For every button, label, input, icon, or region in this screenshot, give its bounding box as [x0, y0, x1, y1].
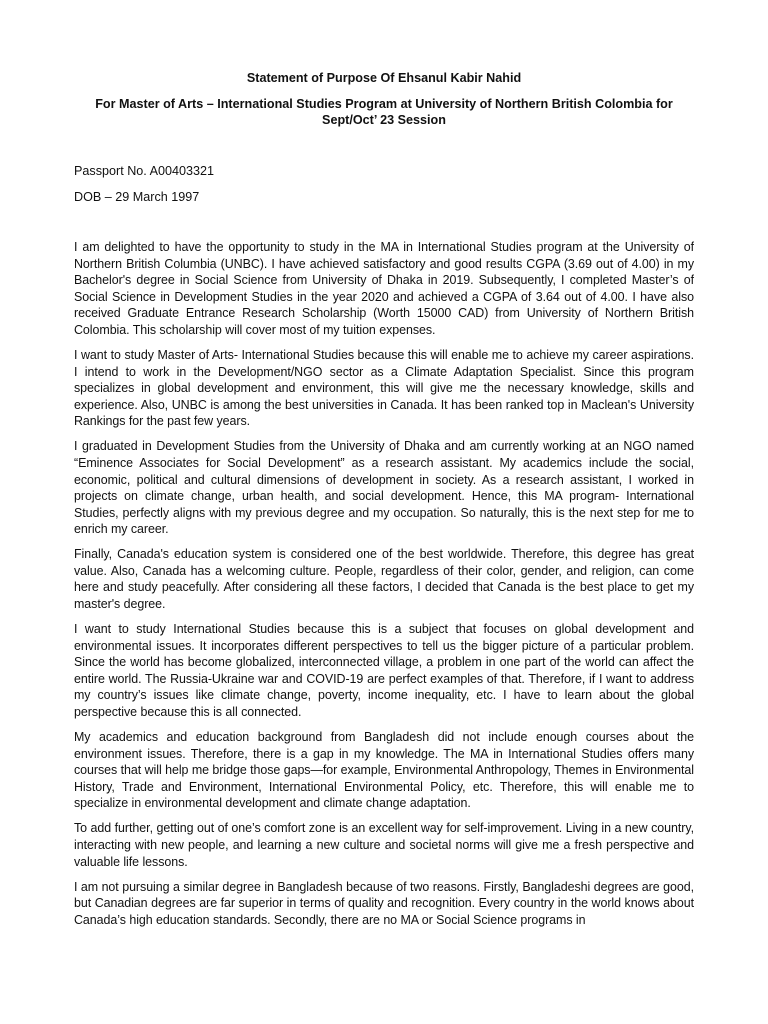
- date-of-birth: DOB – 29 March 1997: [74, 190, 200, 204]
- paragraph-1: I am delighted to have the opportunity to study in the MA in International Studies program at the University of Northern British Columbia (UNBC). I have achieved satisfactory and good results CGPA (3.69 out of 4.00) in my Bachelor's degree in Social Science from University of Dhaka in 2019. Subsequently, I completed Master’s of Social Science in Development Studies in the year 2020 and achieved a CGPA of 3.64 out of 4.00. I have also received Graduate Entrance Research Scholarship (Worth 15000 CAD) from University of Northern British Colombia. This scholarship will cover most of my tuition expenses.: [74, 240, 694, 337]
- paragraph-2: I want to study Master of Arts- International Studies because this will enable me to achieve my career aspirations. I intend to work in the Development/NGO sector as a Climate Adaptation Specialist. Since this program specializes in global development and environment, this will give me the necessary knowledge, skills and experience. Also, UNBC is among the best universities in Canada. It has been ranked top in Maclean's University Rankings for the past few years.: [74, 347, 694, 429]
- paragraph-8: I am not pursuing a similar degree in Bangladesh because of two reasons. Firstly, Bangladeshi degrees are good, but Canadian degrees are far superior in terms of quality and recognition. Every country in the world knows about Canada’s high education standards. Secondly, there are no MA or Social Science programs in: [74, 879, 694, 927]
- passport-number: Passport No. A00403321: [74, 164, 215, 178]
- paragraph-3: I graduated in Development Studies from the University of Dhaka and am currently working at an NGO named “Eminence Associates for Social Development” as a research assistant. My academics include the social, economic, political and cultural dimensions of development in society. As a research assistant, I worked in projects on climate change, urban health, and social development. Hence, this MA program- International Studies, perfectly aligns with my previous degree and my occupation. So naturally, this is the next step for me to enrich my career.: [74, 439, 694, 537]
- paragraph-4: Finally, Canada's education system is considered one of the best worldwide. Therefore, this degree has great value. Also, Canada has a welcoming culture. People, regardless of their color, gender, and religion, can come here and study peacefully. After considering all these factors, I decided that Canada is the best place to get my master's degree.: [74, 547, 694, 612]
- paragraph-6: My academics and education background from Bangladesh did not include enough courses about the environment issues. Therefore, there is a gap in my knowledge. The MA in International Studies offers many courses that will help me bridge those gaps—for example, Environmental Anthropology, Themes in Environmental History, Trade and Environment, International Environmental Policy, etc. Therefore, this will enable me to specialize in environmental development and climate change adaptation.: [74, 729, 694, 811]
- paragraph-5: I want to study International Studies because this is a subject that focuses on global development and environmental issues. It incorporates different perspectives to tell us the bigger picture of a particular problem. Since the world has become globalized, interconnected village, a problem in one part of the world can affect the entire world. The Russia-Ukraine war and COVID-19 are perfect examples of that. Therefore, if I want to address my country’s issues like climate change, poverty, income inequality, etc. I have to learn about the global perspective because this is all connected.: [74, 622, 694, 719]
- statement-body: [74, 239, 694, 928]
- document-subtitle: For Master of Arts – International Studies Program at University of Northern British Colombia for Sept/Oct’ 23 Session: [95, 97, 673, 127]
- document-title: Statement of Purpose Of Ehsanul Kabir Nahid: [246, 71, 522, 85]
- document-page: [74, 70, 694, 1024]
- paragraph-7: To add further, getting out of one’s comfort zone is an excellent way for self-improvement. Living in a new country, interacting with new people, and learning a new culture and societal norms will give me a fresh perspective and valuable life lessons.: [74, 821, 694, 869]
